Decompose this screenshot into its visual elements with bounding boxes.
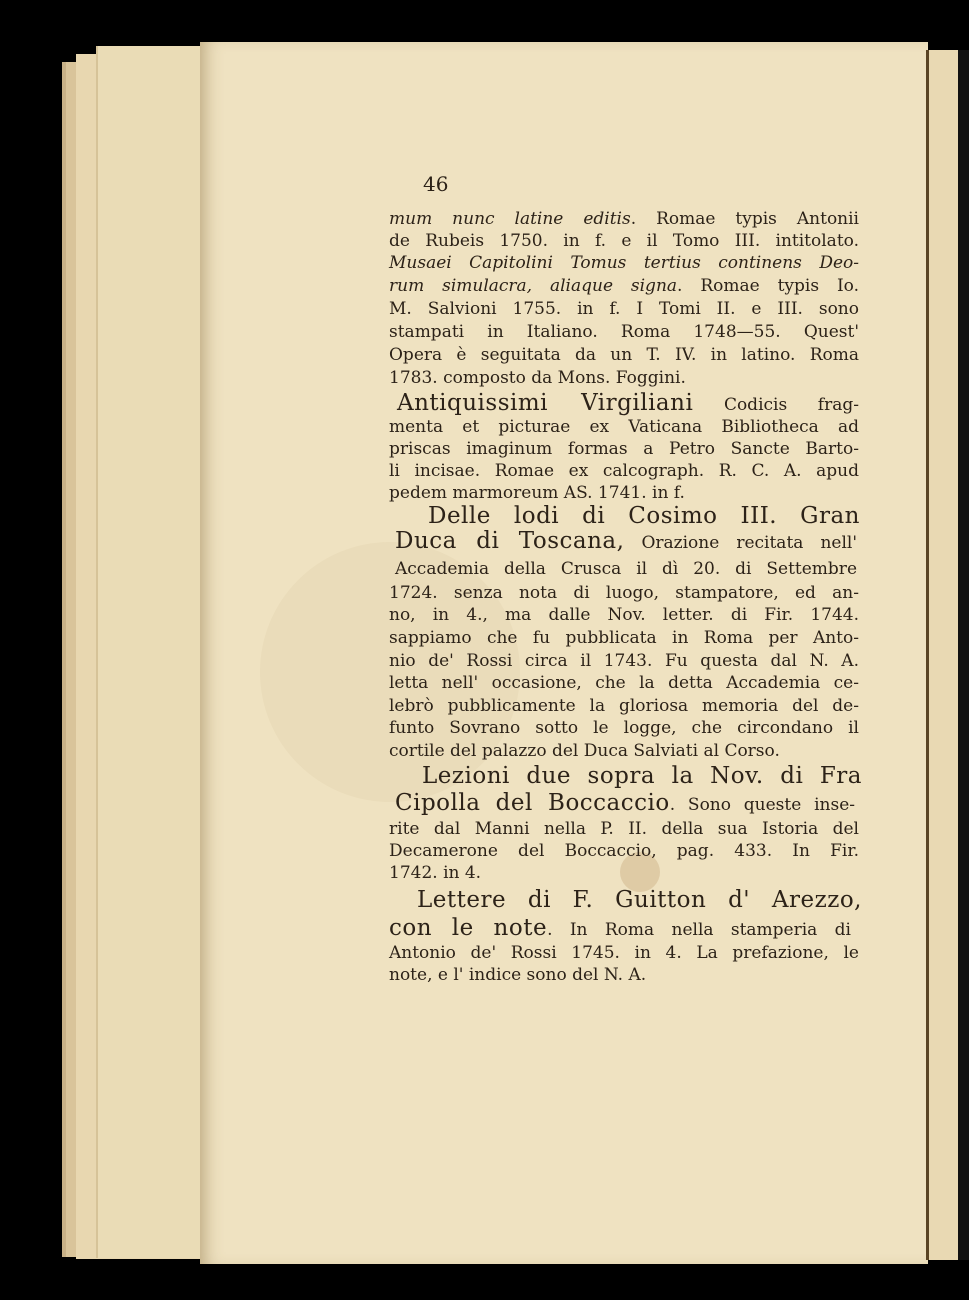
text-line: [389, 627, 859, 649]
text-line: [389, 416, 859, 438]
text-span: rum simulacra, aliaque signa: [389, 276, 678, 296]
text-line: [389, 208, 859, 230]
text-line: [389, 604, 859, 626]
text-line: [395, 558, 857, 580]
text-span: 1742. in 4.: [389, 863, 482, 883]
text-line: [417, 889, 862, 911]
text-span: lebrò pubblicamente la gloriosa memoria del de-: [389, 696, 859, 716]
text-line: [389, 460, 859, 482]
entry-title-text: Antiquissimi Virgiliani: [397, 390, 694, 416]
text-line: [422, 765, 862, 787]
text-line: [389, 582, 859, 604]
page-edge-stack: [96, 46, 208, 1258]
text-span: Musaei Capitolini Tomus tertius continens Deo-: [389, 253, 859, 273]
text-line: [389, 840, 859, 862]
text-line: [395, 530, 857, 552]
text-span: cortile del palazzo del Duca Salviati al Corso.: [389, 741, 780, 761]
text-line: [389, 917, 851, 939]
text-span: pedem marmoreum AS. 1741. in f.: [389, 483, 685, 503]
background-edge: [958, 50, 969, 1260]
text-span: note, e l' indice sono del N. A.: [389, 965, 647, 985]
text-line: [389, 862, 859, 884]
text-span: no, in 4., ma dalle Nov. letter. di Fir. 1744.: [389, 605, 859, 625]
text-line: [397, 392, 859, 414]
text-span: Antonio de' Rossi 1745. in 4. La prefazione, le: [389, 943, 859, 963]
text-span: Opera è seguitata da un T. IV. in latino. Roma: [389, 345, 859, 365]
text-line: [389, 942, 859, 964]
entry-title-text: con le note: [389, 915, 548, 941]
text-span: mum nunc latine editis: [389, 209, 631, 229]
text-span: li incisae. Romae ex calcograph. R. C. A. apud: [389, 461, 859, 481]
text-line: [389, 482, 859, 504]
text-line: [389, 367, 859, 389]
text-line: [389, 717, 859, 739]
text-line: [389, 818, 859, 840]
text-span: . In Roma nella stamperia di: [547, 920, 851, 940]
text-line: [389, 438, 859, 460]
text-line: [389, 275, 859, 297]
entry-title-text: Cipolla del Boccaccio: [395, 790, 670, 816]
text-span: Decamerone del Boccaccio, pag. 433. In Fir.: [389, 841, 859, 861]
text-line: [389, 321, 859, 343]
text-span: letta nell' occasione, che la detta Accademia ce-: [389, 673, 859, 693]
text-span: nio de' Rossi circa il 1743. Fu questa dal N. A.: [389, 651, 859, 671]
text-line: [389, 964, 859, 986]
text-span: sappiamo che fu pubblicata in Roma per Anto-: [389, 628, 859, 648]
text-span: Orazione recitata nell': [624, 533, 857, 553]
text-span: . Sono queste inse-: [669, 795, 855, 815]
text-line: [389, 230, 859, 252]
text-line: [389, 252, 859, 274]
text-span: . Romae typis Antonii: [630, 209, 859, 229]
text-span: 1724. senza nota di luogo, stampatore, ed an-: [389, 583, 859, 603]
text-line: [395, 792, 855, 814]
text-line: [389, 650, 859, 672]
entry-title-text: Lettere di F. Guitton d' Arezzo,: [417, 887, 862, 913]
text-span: Codicis frag-: [693, 395, 859, 415]
entry-title-text: Duca di Toscana,: [395, 528, 625, 554]
text-span: Accademia della Crusca il dì 20. di Settembre: [395, 559, 857, 579]
text-line: [428, 505, 860, 527]
text-span: stampati in Italiano. Roma 1748—55. Quest': [389, 322, 859, 342]
text-line: [389, 298, 859, 320]
text-line: [389, 740, 859, 762]
text-line: [389, 344, 859, 366]
text-span: . Romae typis Io.: [677, 276, 860, 296]
text-span: menta et picturae ex Vaticana Bibliotheca ad: [389, 417, 859, 437]
page-number: 46: [423, 172, 449, 196]
entry-title-text: Lezioni due sopra la Nov. di Fra: [422, 763, 862, 789]
text-line: [389, 672, 859, 694]
text-line: [389, 695, 859, 717]
text-span: M. Salvioni 1755. in f. I Tomi II. e III. sono: [389, 299, 859, 319]
text-span: 1783. composto da Mons. Foggini.: [389, 368, 686, 388]
text-span: funto Sovrano sotto le logge, che circondano il: [389, 718, 859, 738]
entry-title-text: Delle lodi di Cosimo III. Gran: [428, 503, 860, 529]
text-span: priscas imaginum formas a Petro Sancte Barto-: [389, 439, 859, 459]
text-span: de Rubeis 1750. in f. e il Tomo III. intitolato.: [389, 231, 859, 251]
text-span: rite dal Manni nella P. II. della sua Istoria del: [389, 819, 859, 839]
